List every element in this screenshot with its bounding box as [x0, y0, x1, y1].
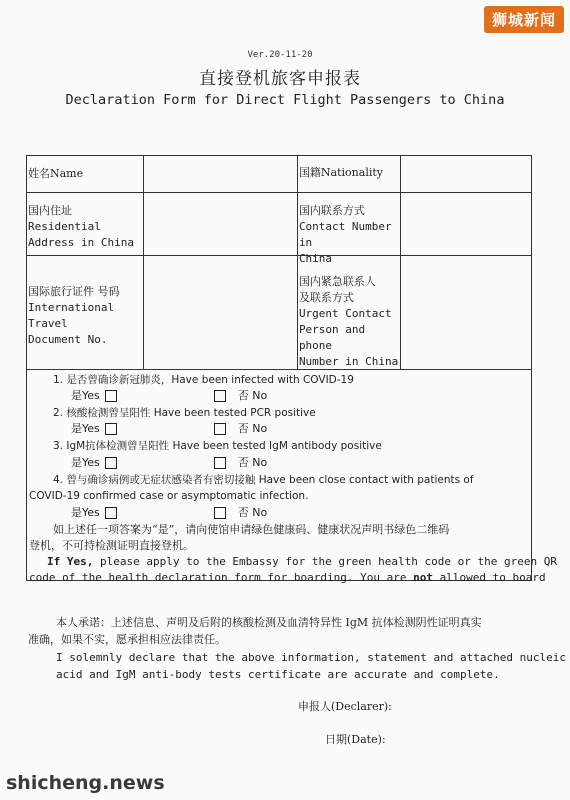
- declaration-cn-1: 本人承诺：上述信息、声明及后附的核酸检测及血清特异性 IgM 抗体检测阴性证明真实: [56, 616, 482, 629]
- note-cn-2: 登机，不可持检测证明直接登机。: [29, 539, 194, 552]
- version-label: Ver.20-11-20: [247, 50, 313, 60]
- document-label-cn: 国际旅行证件 号码: [28, 285, 120, 298]
- date-label: 日期(Date):: [325, 733, 386, 746]
- contact-label-en2: China: [298, 252, 333, 265]
- urgent-label-en2: Person and phone: [298, 323, 366, 352]
- declaration-cn-2: 准确，如果不实，愿承担相应法律责任。: [28, 633, 226, 646]
- q1-answers: [71, 388, 267, 404]
- row-name: [27, 156, 531, 193]
- address-label-cn: 国内住址: [28, 204, 72, 217]
- note-en-1-bold: If Yes,: [47, 555, 94, 568]
- name-label: 姓名Name: [27, 156, 144, 192]
- news-badge: 狮城新闻: [484, 6, 564, 33]
- document-label: [27, 256, 144, 369]
- declaration-en-1: I solemnly declare that the above information, statement and attached nucleic: [56, 651, 566, 664]
- note-en-2-bold: not: [413, 571, 433, 584]
- q1-no-label: 否 No: [237, 389, 268, 402]
- health-questions: [27, 370, 557, 584]
- title-english: Declaration Form for Direct Flight Passengers to China: [65, 92, 505, 108]
- nationality-field[interactable]: [401, 156, 531, 192]
- q4-no-checkbox[interactable]: [214, 507, 226, 519]
- address-label-en1: Residential: [28, 220, 101, 233]
- document-label-en1: International: [28, 301, 115, 314]
- row-address: [27, 193, 531, 265]
- q3-no-label: 否 No: [237, 456, 268, 469]
- document-label-en2: Travel: [28, 317, 68, 330]
- question-4-cont: COVID-19 confirmed case or asymptomatic infection.: [29, 490, 309, 502]
- declarer-label: 申报人(Declarer):: [298, 700, 392, 713]
- name-field[interactable]: [144, 156, 298, 192]
- note-en-1: [47, 554, 557, 570]
- q4-no-label: 否 No: [237, 506, 268, 519]
- document-label-en3: Document No.: [28, 333, 108, 346]
- q3-no-checkbox[interactable]: [214, 457, 226, 469]
- title-chinese: 直接登机旅客申报表: [199, 69, 361, 89]
- q3-yes-label: 是Yes: [71, 456, 100, 469]
- q2-yes-checkbox[interactable]: [105, 423, 117, 435]
- q2-yes-label: 是Yes: [71, 422, 100, 435]
- form-table: [26, 155, 557, 584]
- q3-answers: [71, 455, 267, 471]
- row-document: [27, 256, 531, 370]
- question-3: 3. IgM抗体检测曾呈阳性 Have been tested IgM antibody positive: [53, 440, 382, 452]
- note-en-2: [29, 570, 546, 586]
- q4-answers: [71, 505, 267, 521]
- q3-yes-checkbox[interactable]: [105, 457, 117, 469]
- urgent-contact-field[interactable]: [401, 256, 531, 369]
- declaration-en-2: acid and IgM anti-body tests certificate are accurate and complete.: [56, 668, 500, 681]
- question-4: 4. 曾与确诊病例或无症状感染者有密切接触 Have been close contact with patients of: [53, 474, 474, 486]
- document-field[interactable]: [144, 256, 298, 369]
- contact-label-en1: Contact Number in: [298, 220, 392, 249]
- q2-no-label: 否 No: [237, 422, 268, 435]
- urgent-label-cn2: 及联系方式: [298, 291, 354, 304]
- note-cn-1: 如上述任一项答案为“是”，请向使馆申请绿色健康码、健康状况声明书绿色二维码: [53, 523, 450, 536]
- q4-yes-label: 是Yes: [71, 506, 100, 519]
- question-1: 1. 是否曾确诊新冠肺炎，Have been infected with COVID-19: [53, 374, 354, 386]
- nationality-label: 国籍Nationality: [298, 156, 401, 192]
- address-field[interactable]: [144, 193, 298, 255]
- urgent-contact-label: [298, 256, 401, 369]
- contact-label: [298, 193, 401, 265]
- note-en-2a: code of the health declaration form for boarding. You are: [29, 571, 414, 584]
- address-label: [27, 193, 144, 255]
- q4-yes-checkbox[interactable]: [105, 507, 117, 519]
- question-2: 2. 核酸检测曾呈阳性 Have been tested PCR positive: [53, 407, 316, 419]
- contact-label-cn: 国内联系方式: [298, 204, 365, 217]
- urgent-label-cn1: 国内紧急联系人: [298, 275, 376, 288]
- contact-field[interactable]: [401, 193, 531, 255]
- q1-yes-label: 是Yes: [71, 389, 100, 402]
- urgent-label-en3: Number in China: [298, 355, 399, 368]
- watermark-logo: shicheng.news: [6, 772, 165, 794]
- note-en-1-text: please apply to the Embassy for the green health code or the green QR: [93, 555, 557, 568]
- q2-answers: [71, 421, 267, 437]
- urgent-label-en1: Urgent Contact: [298, 307, 392, 320]
- q2-no-checkbox[interactable]: [214, 423, 226, 435]
- q1-no-checkbox[interactable]: [214, 390, 226, 402]
- address-label-en2: Address in China: [28, 236, 134, 249]
- note-en-2b: allowed to board: [432, 571, 546, 584]
- q1-yes-checkbox[interactable]: [105, 390, 117, 402]
